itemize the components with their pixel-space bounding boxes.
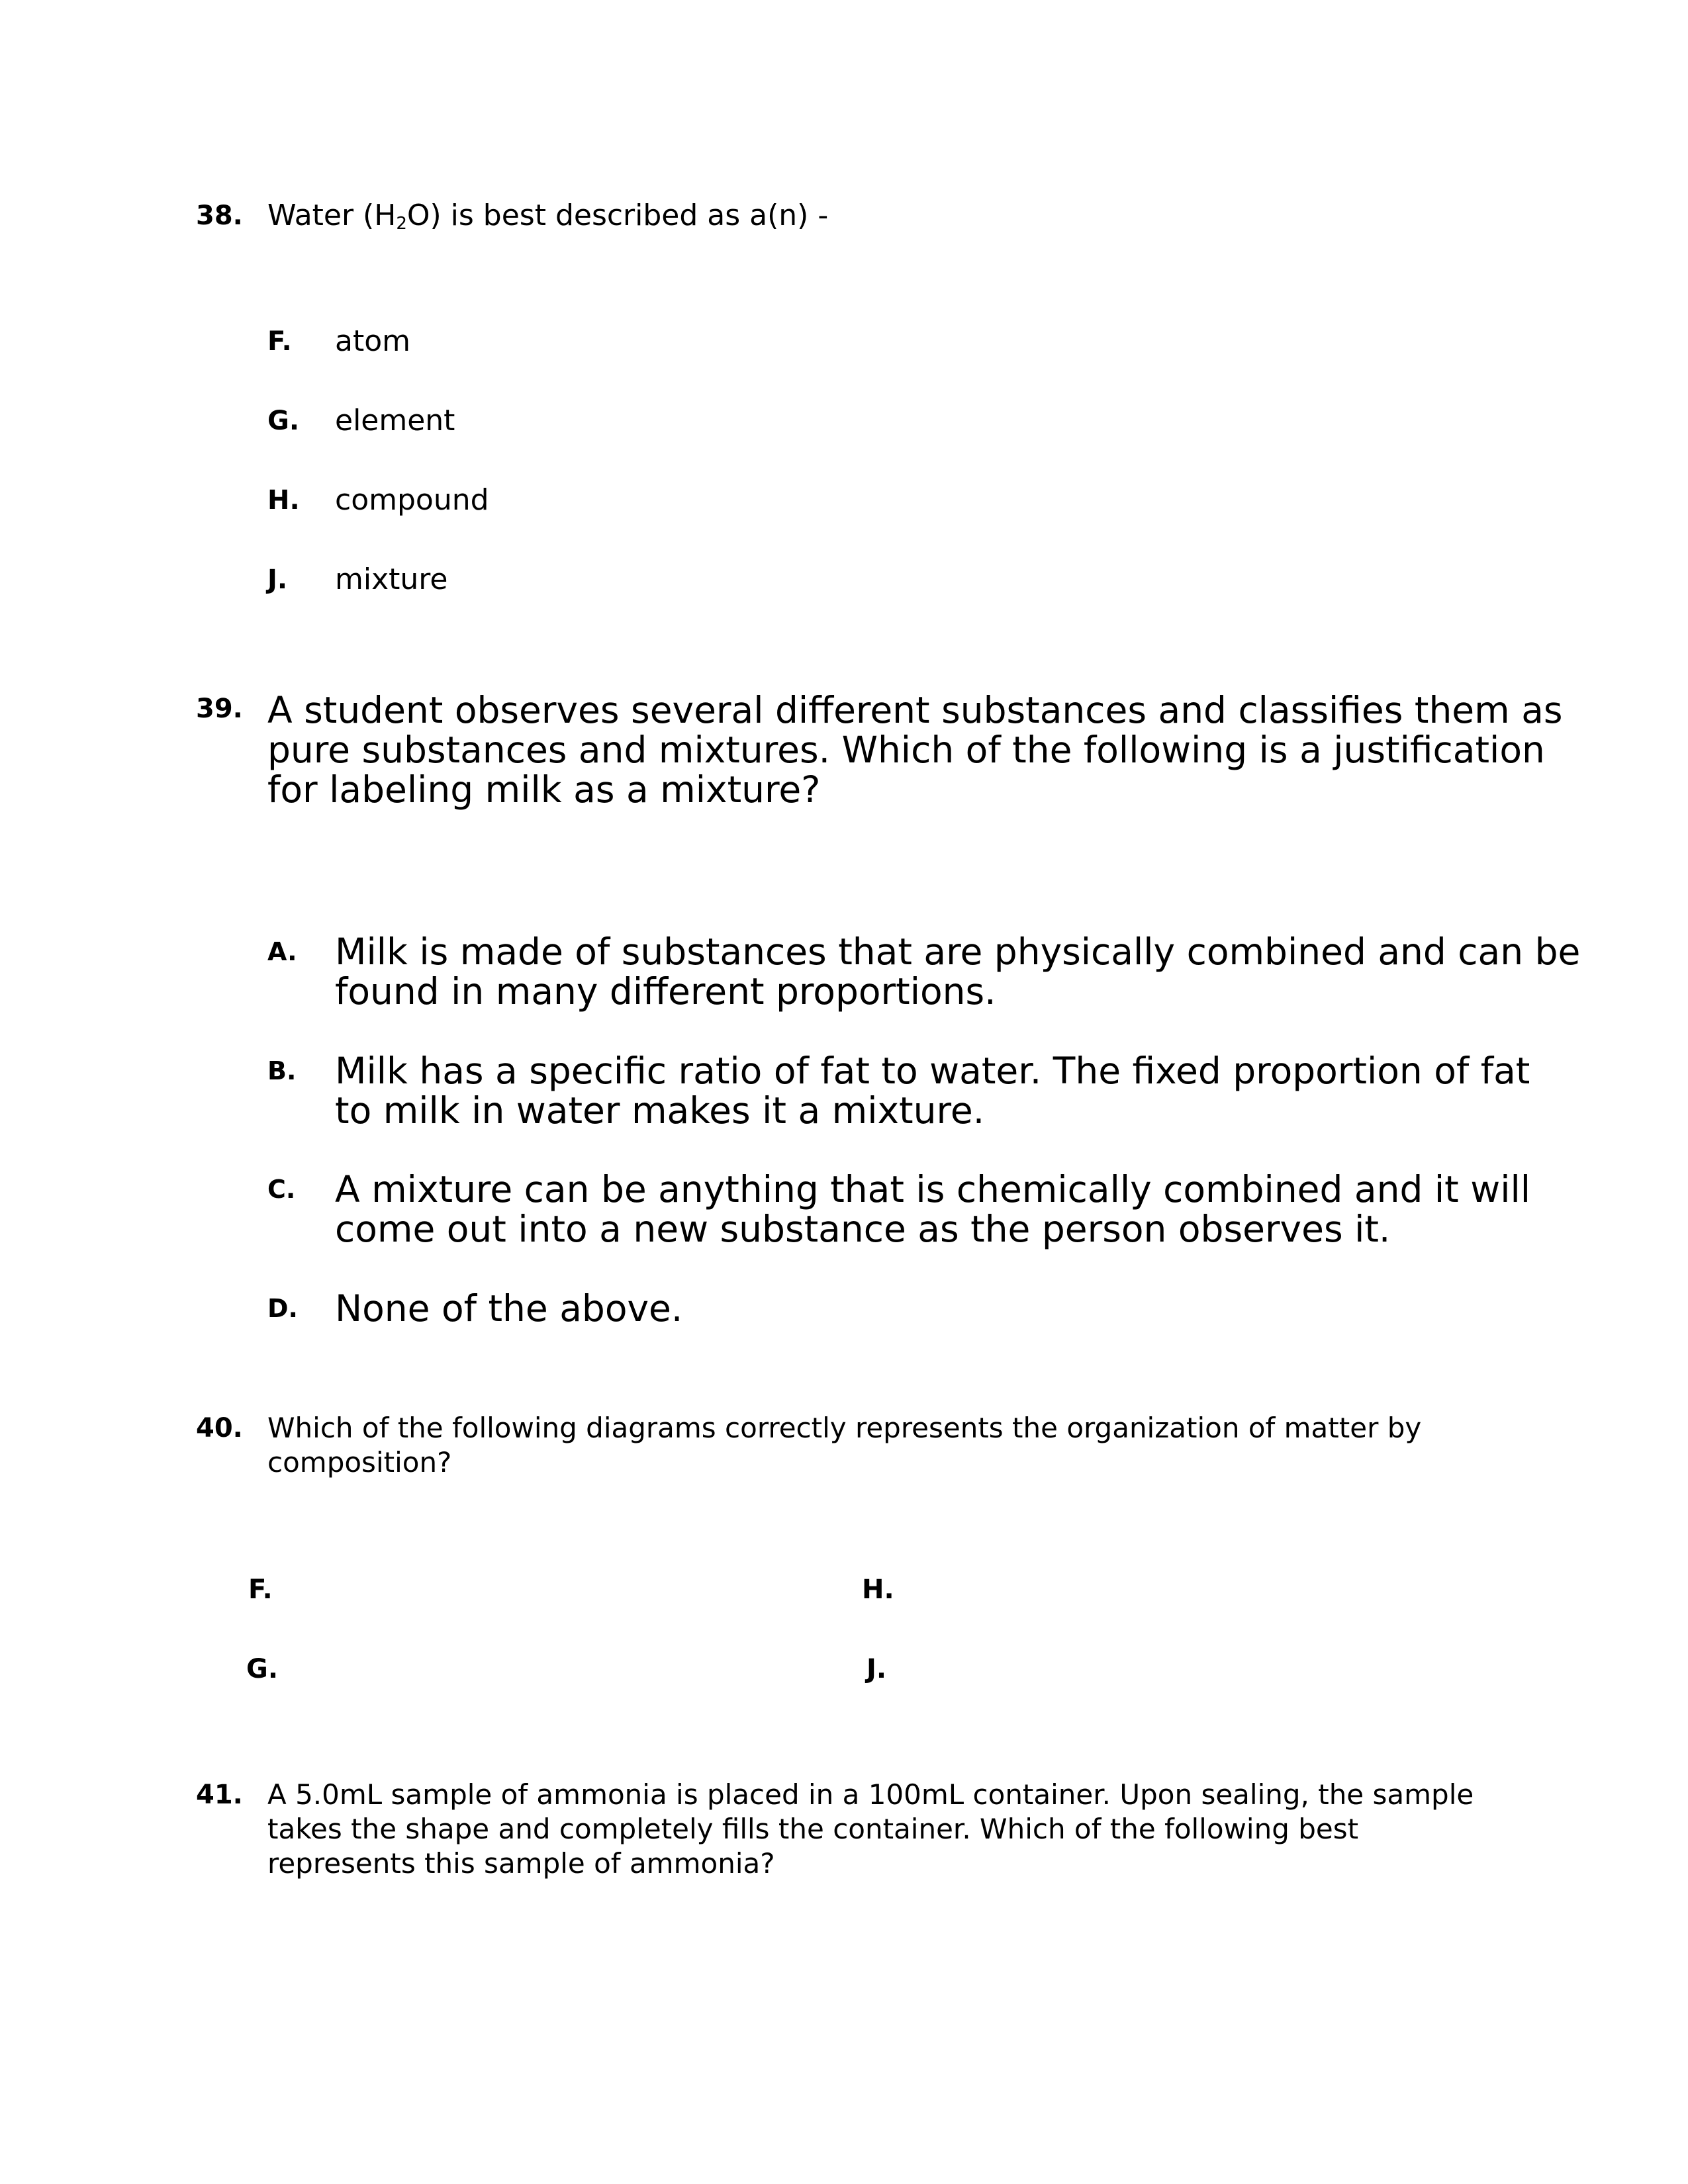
option-letter-g[interactable]: G. [267, 406, 300, 436]
option-text-compound[interactable]: compound [335, 483, 489, 517]
question-text: Water $(H_2O)$ is best described as a(n) - [267, 199, 829, 234]
option-letter-c[interactable]: C. [267, 1175, 296, 1204]
option-letter-h[interactable]: H. [267, 485, 300, 516]
question-text: A student observes several different substances and classifies them as pure substances and mixtures. Which of the following is a justification for labeling milk as a mixture? [267, 689, 1563, 811]
option-letter-d[interactable]: D. [267, 1294, 298, 1323]
option-letter-b[interactable]: B. [267, 1056, 297, 1085]
option-letter-j[interactable]: J. [267, 565, 288, 595]
subscript: 2 [396, 214, 407, 234]
option-text-c[interactable]: A mixture can be anything that is chemically combined and it will come out into a new substance as the person observes it. [335, 1168, 1531, 1250]
option-letter-g[interactable]: G. [246, 1654, 279, 1684]
option-letter-a[interactable]: A. [267, 937, 297, 966]
option-text-atom[interactable]: atom [335, 324, 410, 358]
question-number: 41. [196, 1780, 243, 1810]
option-text-a[interactable]: Milk is made of substances that are physically combined and can be found in many different proportions. [335, 931, 1581, 1013]
question-text: A 5.0mL sample of ammonia is placed in a 100mL container. Upon sealing, the sample takes the shape and completely fills the container. Which of the following best represents this sample of ammonia? [267, 1778, 1474, 1880]
option-letter-h[interactable]: H. [862, 1574, 894, 1605]
option-letter-j[interactable]: J. [867, 1654, 887, 1684]
question-number: 38. [196, 201, 243, 231]
option-letter-f[interactable]: F. [267, 326, 292, 357]
question-text: Which of the following diagrams correctly represents the organization of matter by composition? [267, 1412, 1422, 1479]
option-text-d[interactable]: None of the above. [335, 1287, 683, 1330]
option-letter-f[interactable]: F. [248, 1574, 273, 1605]
option-text-element[interactable]: element [335, 404, 455, 437]
option-text-b[interactable]: Milk has a specific ratio of fat to water. The fixed proportion of fat to milk in water makes it a mixture. [335, 1050, 1530, 1132]
question-number: 40. [196, 1413, 243, 1443]
option-text-mixture[interactable]: mixture [335, 563, 448, 596]
question-number: 39. [196, 694, 243, 724]
